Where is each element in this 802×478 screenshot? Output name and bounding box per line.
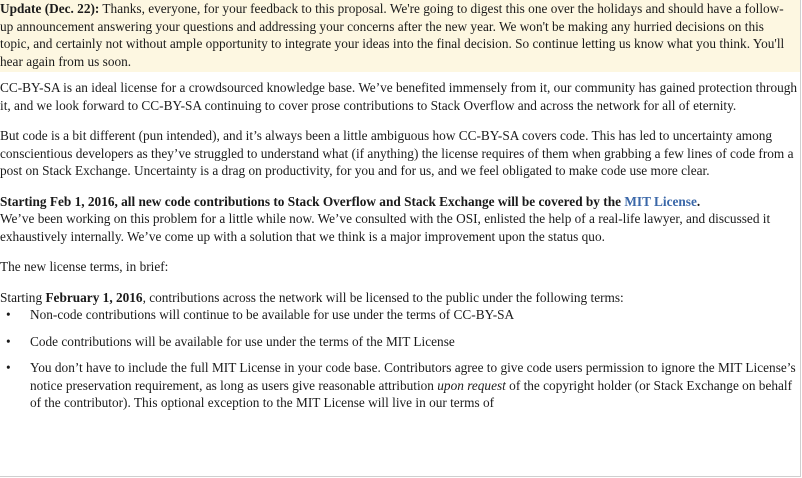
announcement-paragraph <box>0 193 798 211</box>
update-text: Thanks, everyone, for your feedback to this proposal. We're going to digest this one over the holidays and should have a follow-up announcement answering your questions and addressing your concerns after the new year. We won't be making any hurried decisions on this topic, and certainly not without ample opportunity to integrate your ideas into the final decision. So continue letting us know what you think. You'll hear again from us soon. <box>0 1 785 69</box>
update-notice <box>0 0 800 72</box>
bullet-text-part1: You don’t have to include the full MIT License in your code base. Contributors agree to give code users permission to ignore the MIT License’s notice preservation requirement, as long as users give reasonable attribution <box>30 360 796 393</box>
bullet-icon: • <box>6 333 11 349</box>
starting-suffix: , contributions across the network will be licensed to the public under the following terms: <box>142 289 624 305</box>
list-item <box>0 306 798 324</box>
paragraph-terms-intro: The new license terms, in brief: <box>0 259 169 274</box>
list-item <box>0 333 798 351</box>
paragraph-code-ambiguity: But code is a bit different (pun intended), and it’s always been a little ambiguous how CC-BY-SA covers code. This has led to uncertainty among conscientious developers as they’ve struggled to understand what (if anything) the license requires of them when grabbing a few lines of code from a post on Stack Exchange. Uncertainty is a drag on productivity, for you and for us, and we feel obligated to make code use more clear. <box>0 128 794 178</box>
bullet-text-part2: of the copyright holder (or Stack Exchange on behalf of the contributor). This optional exception to the MIT License will live in our terms of <box>30 377 793 410</box>
paragraph-work-done: We’ve been working on this problem for a little while now. We’ve consulted with the OSI, enlisted the help of a real-life lawyer, and discussed it exhaustively internally. We’ve come up with a solution that we think is a major improvement upon the status quo. <box>0 211 771 244</box>
list-item <box>0 359 798 412</box>
bullet-text: Non-code contributions will continue to be available for use under the terms of CC-BY-SA <box>30 307 515 322</box>
paragraph-cc-by-sa: CC-BY-SA is an ideal license for a crowdsourced knowledge base. We’ve benefited immensely from it, our community has gained protection through it, and we look forward to CC-BY-SA continuing to cover prose contributions to Stack Overflow and across the network for all of eternity. <box>0 80 798 113</box>
paragraph-starting <box>0 289 798 307</box>
starting-prefix: Starting <box>0 289 46 305</box>
article-body <box>0 72 800 412</box>
terms-list <box>0 306 798 412</box>
bullet-icon: • <box>6 307 11 322</box>
starting-date: February 1, 2016 <box>45 289 143 305</box>
update-paragraph <box>0 0 796 70</box>
announcement-bold-text: Starting Feb 1, 2016, all new code contributions to Stack Overflow and Stack Exchange will be covered by the <box>0 193 625 209</box>
bullet-text-emphasis: upon request <box>437 377 506 393</box>
mit-license-link[interactable]: MIT License <box>624 193 697 209</box>
announcement-end: . <box>696 193 701 209</box>
update-label: Update (Dec. 22): <box>0 1 100 16</box>
bullet-text: Code contributions will be available for use under the terms of the MIT License <box>30 333 455 349</box>
bullet-icon: • <box>6 360 11 375</box>
